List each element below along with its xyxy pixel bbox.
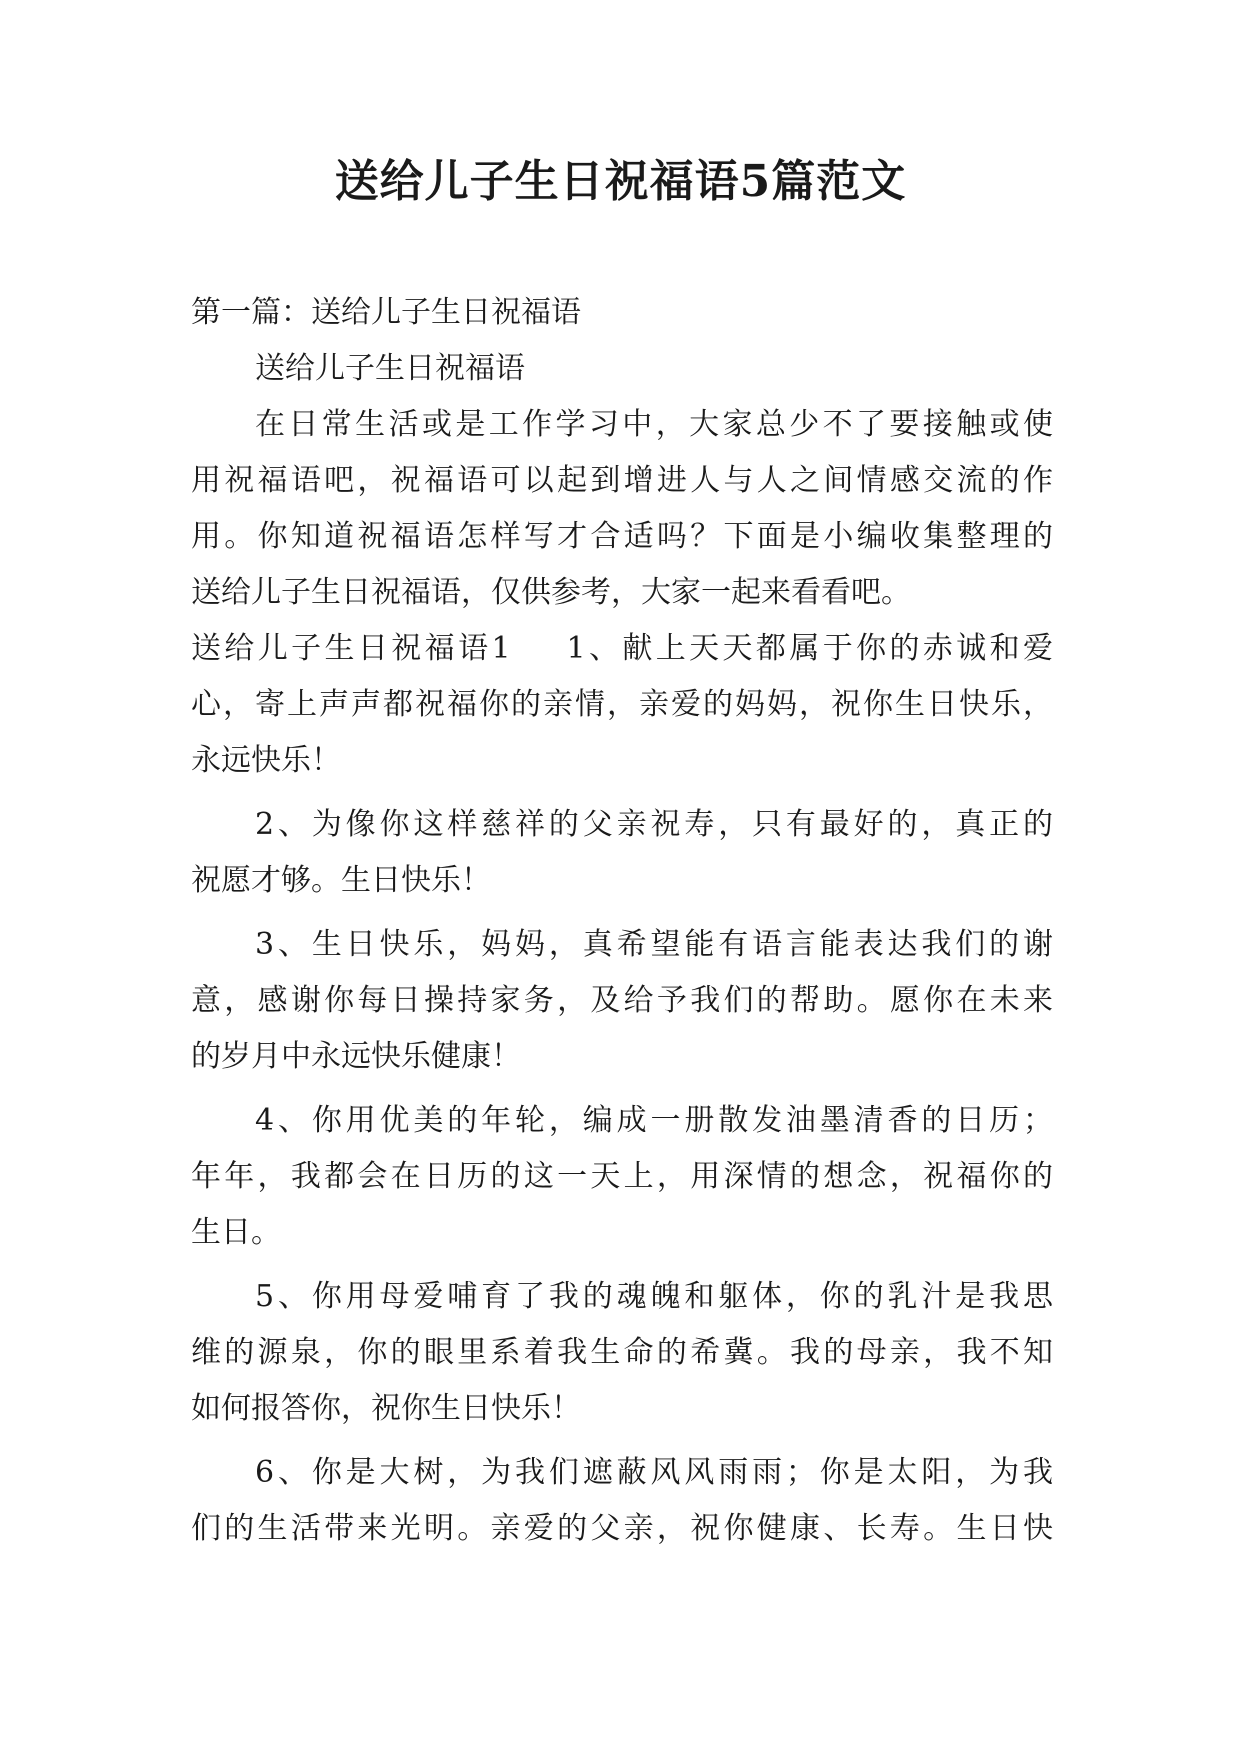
paragraph-line: 们的生活带来光明。亲爱的父亲，祝你健康、长寿。生日快: [191, 1511, 1053, 1546]
wish-item-text: 1、献上天天都属于你的赤诚和爱: [566, 631, 1053, 666]
paragraph-line: 祝愿才够。生日快乐！: [191, 863, 491, 898]
section-heading: 第一篇：送给儿子生日祝福语: [191, 295, 581, 330]
paragraph-line: [191, 621, 1053, 677]
paragraph-line: 用祝福语吧，祝福语可以起到增进人与人之间情感交流的作: [191, 463, 1053, 498]
paragraph-line: 在日常生活或是工作学习中，大家总少不了要接触或使: [255, 407, 1053, 442]
paragraph-line: 维的源泉，你的眼里系着我生命的希冀。我的母亲，我不知: [191, 1335, 1053, 1370]
document-body: [191, 285, 1053, 1557]
document-title: 送给儿子生日祝福语5篇范文: [334, 156, 907, 207]
paragraph-line: 用。你知道祝福语怎样写才合适吗？下面是小编收集整理的: [191, 519, 1053, 554]
paragraph-line: 4、你用优美的年轮，编成一册散发油墨清香的日历；: [255, 1103, 1053, 1138]
paragraph-line: 年年，我都会在日历的这一天上，用深情的想念，祝福你的: [191, 1159, 1053, 1194]
paragraph-line: 意，感谢你每日操持家务，及给予我们的帮助。愿你在未来: [191, 983, 1053, 1018]
paragraph-line: 2、为像你这样慈祥的父亲祝寿，只有最好的，真正的: [255, 807, 1053, 842]
paragraph-line: 3、生日快乐，妈妈，真希望能有语言能表达我们的谢: [255, 927, 1053, 962]
paragraph-line: 的岁月中永远快乐健康！: [191, 1039, 521, 1074]
paragraph-line: 5、你用母爱哺育了我的魂魄和躯体，你的乳汁是我思: [255, 1279, 1053, 1314]
wish-group-label: 送给儿子生日祝福语1: [191, 631, 511, 666]
article-subtitle: 送给儿子生日祝福语: [255, 351, 525, 386]
paragraph-line: 生日。: [191, 1215, 281, 1250]
paragraph-line: 心，寄上声声都祝福你的亲情，亲爱的妈妈，祝你生日快乐，: [191, 687, 1053, 722]
paragraph-line: 送给儿子生日祝福语，仅供参考，大家一起来看看吧。: [191, 575, 911, 610]
paragraph-line: 如何报答你，祝你生日快乐！: [191, 1391, 581, 1426]
paragraph-line: 永远快乐！: [191, 743, 341, 778]
paragraph-line: 6、你是大树，为我们遮蔽风风雨雨；你是太阳，为我: [255, 1455, 1053, 1490]
